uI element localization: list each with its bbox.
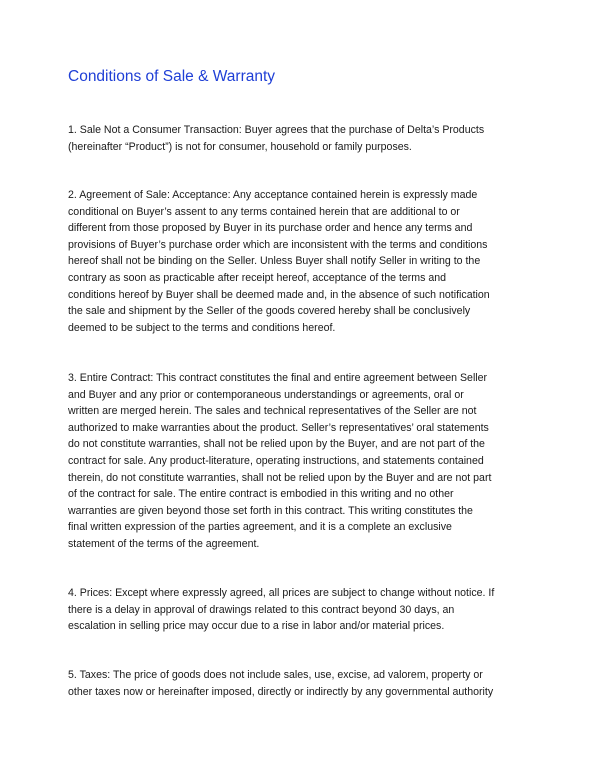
section-line: other taxes now or hereinafter imposed, directly or indirectly by any governmental authority	[68, 685, 494, 698]
section-line: 5. Taxes: The price of goods does not include sales, use, excise, ad valorem, property or	[68, 669, 483, 681]
section-line: escalation in selling price may occur due to a rise in labor and/or material prices.	[68, 620, 445, 633]
section-agreement-of-sale	[68, 187, 538, 336]
section-sale-not-consumer-transaction	[68, 122, 538, 155]
section-line: statement of the terms of the agreement.	[68, 537, 260, 550]
section-line: do not constitute warranties, shall not be relied upon by the Buyer, and are not part of the	[68, 438, 485, 451]
section-entire-contract	[68, 370, 538, 553]
section-line: warranties are given beyond those set forth in this contract. This writing constitutes the	[68, 504, 473, 517]
document-title: Conditions of Sale & Warranty	[68, 68, 276, 85]
section-line: hereof shall not be binding on the Seller. Unless Buyer shall notify Seller in writing to the	[68, 255, 481, 268]
section-line: therein, do not constitute warranties, shall not be relied upon by the Buyer and are not part	[68, 471, 492, 484]
section-line: and Buyer and any prior or contemporaneous understandings or agreements, oral or	[68, 388, 464, 401]
section-line: (hereinafter “Product”) is not for consumer, household or family purposes.	[68, 140, 412, 153]
section-line: of the contract for sale. The entire contract is embodied in this writing and no other	[68, 488, 454, 501]
section-line: final written expression of the parties agreement, and it is a complete an exclusive	[68, 521, 452, 534]
section-prices	[68, 585, 538, 635]
section-line: conditional on Buyer’s assent to any terms contained herein that are additional to or	[68, 205, 460, 218]
section-line: different from those proposed by Buyer in its purchase order and hence any terms and	[68, 222, 473, 235]
section-line: contrary as soon as practicable after receipt hereof, acceptance of the terms and	[68, 271, 447, 284]
section-line: written are merged herein. The sales and technical representatives of the Seller are not	[68, 405, 477, 418]
section-line: 2. Agreement of Sale: Acceptance: Any acceptance contained herein is expressly made	[68, 189, 478, 201]
section-line: contract for sale. Any product-literature, operating instructions, and statements contained	[68, 454, 484, 467]
section-line: authorized to make warranties about the product. Seller’s representatives’ oral statements	[68, 421, 489, 434]
section-line: there is a delay in approval of drawings related to this contract beyond 30 days, an	[68, 603, 455, 616]
section-line: 1. Sale Not a Consumer Transaction: Buyer agrees that the purchase of Delta’s Products	[68, 124, 485, 136]
section-line: provisions of Buyer’s purchase order which are inconsistent with the terms and conditions	[68, 238, 488, 251]
section-line: 4. Prices: Except where expressly agreed, all prices are subject to change without notice. If	[68, 587, 495, 599]
section-line: conditions hereof by Buyer shall be deemed made and, in the absence of such notification	[68, 288, 490, 301]
section-line: 3. Entire Contract: This contract constitutes the final and entire agreement between Seller	[68, 372, 488, 384]
section-taxes	[68, 667, 538, 700]
section-line: the sale and shipment by the Seller of the goods covered hereby shall be conclusively	[68, 305, 471, 318]
section-line: deemed to be subject to the terms and conditions hereof.	[68, 321, 336, 334]
